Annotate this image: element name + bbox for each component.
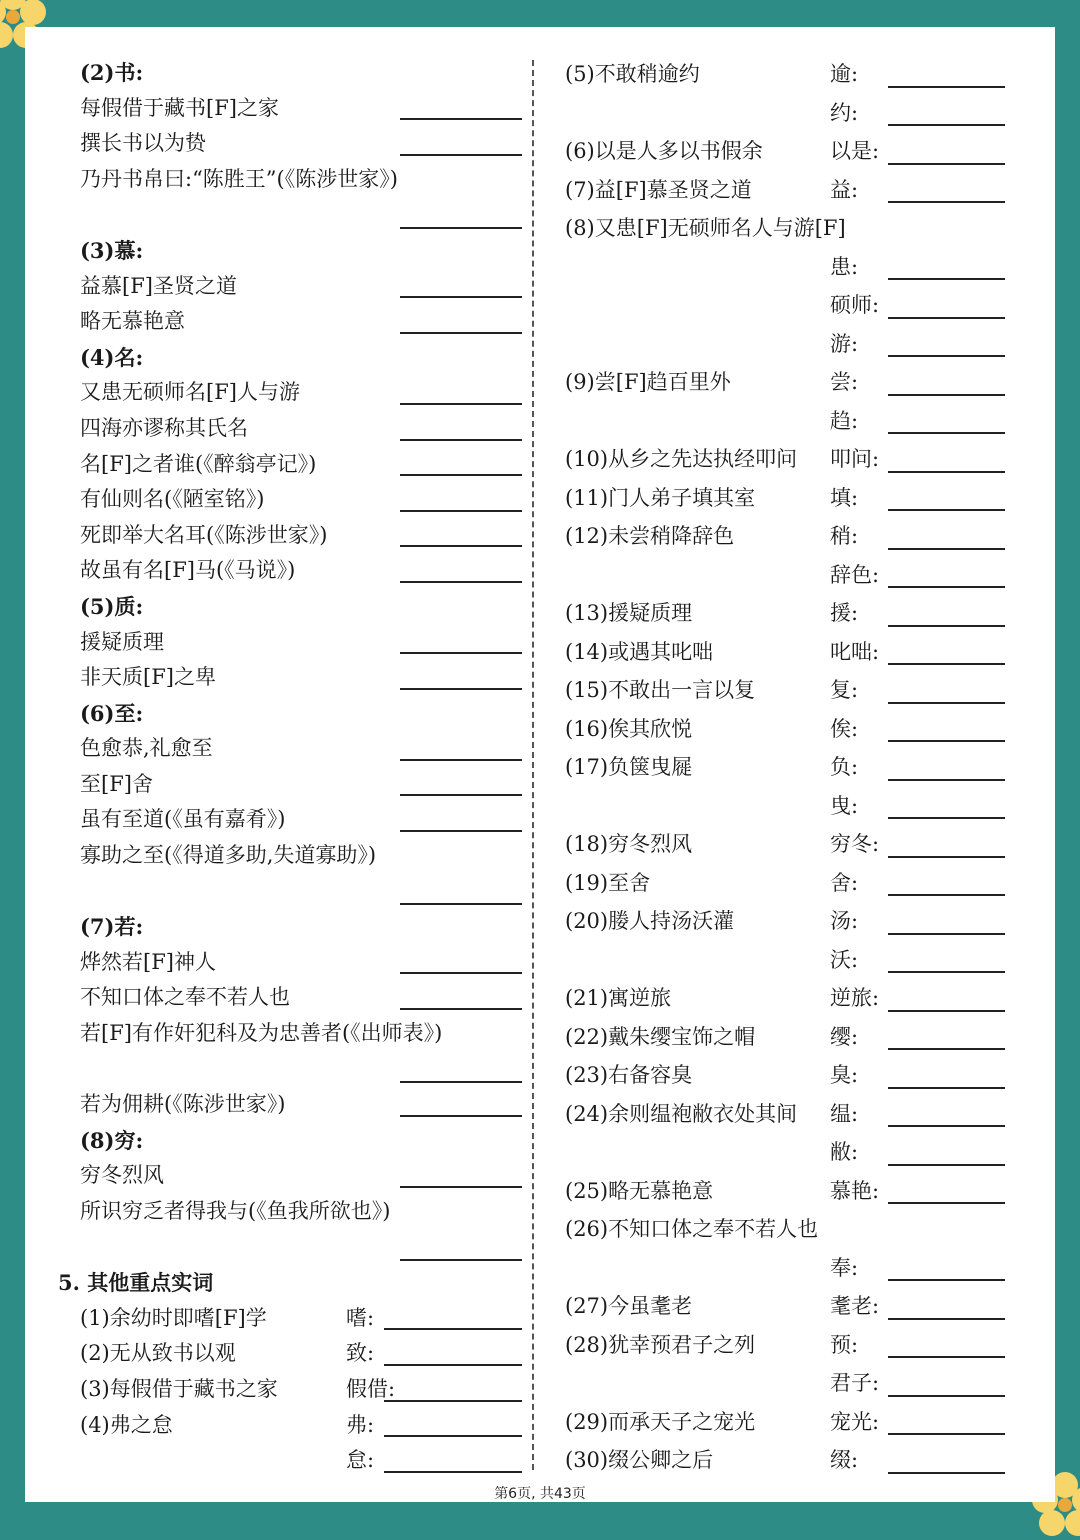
question-text: (23)右备容臭 [565,1063,693,1087]
answer-blank[interactable] [400,474,522,476]
answer-blank[interactable] [888,663,1005,665]
question-text: 不知口体之奉不若人也 [80,985,290,1010]
question-text: 又患无硕师名[F]人与游 [80,380,300,405]
answer-label: 复: [830,678,859,702]
answer-label: 缊: [830,1101,859,1126]
question-row [80,1301,522,1337]
answer-label: 以是: [830,139,880,163]
answer-label: 奉: [830,1255,859,1280]
answer-blank[interactable] [888,432,1005,434]
question-text: 四海亦谬称其氏名 [80,415,248,440]
question-row [565,1172,1005,1211]
question-row [565,864,1005,903]
answer-blank[interactable] [888,933,1005,935]
question-text: (15)不敢出一言以复 [565,678,756,702]
question-text: (2)无从致书以观 [80,1341,236,1366]
question-text: 至[F]舍 [80,771,153,796]
answer-label: 预: [830,1332,859,1357]
question-row [80,1016,522,1087]
left-column [58,55,522,1479]
answer-blank[interactable] [888,702,1005,704]
answer-label: 缀: [830,1448,859,1472]
question-row [80,1087,522,1123]
question-text: (8)又患[F]无硕师名人与游[F] [565,216,846,240]
answer-blank[interactable] [400,1008,522,1010]
answer-label: 尝: [830,370,859,394]
answer-blank[interactable] [888,817,1005,819]
question-text: 略无慕艳意 [80,309,185,334]
answer-blank[interactable] [384,1471,522,1473]
question-row [80,1158,522,1194]
answer-blank[interactable] [400,972,522,974]
answer-blank[interactable] [400,296,522,298]
question-row [80,767,522,803]
question-row [565,825,1005,864]
question-text: 名[F]之者谁(《醉翁亭记》) [80,451,317,476]
answer-blank[interactable] [888,856,1005,858]
question-row [80,1336,522,1372]
question-text: (21)寓逆旅 [565,986,672,1010]
question-text: 乃丹书帛曰:“陈胜王”(《陈涉世家》) [80,166,398,191]
answer-blank[interactable] [888,625,1005,627]
question-row [80,482,522,518]
question-row [565,748,1005,787]
answer-blank[interactable] [888,124,1005,126]
answer-label: 假借: [346,1376,396,1401]
answer-blank[interactable] [400,1081,522,1083]
question-row [565,671,1005,710]
question-row [565,325,1005,364]
answer-blank[interactable] [888,1395,1005,1397]
question-text: (2)书: [80,60,144,85]
question-text: 撰长书以为贽 [80,131,206,156]
question-row [80,945,522,981]
answer-blank[interactable] [888,1472,1005,1474]
answer-label: 负: [830,755,859,779]
answer-blank[interactable] [400,830,522,832]
question-text: (8)穷: [80,1127,144,1153]
question-row [565,402,1005,441]
answer-label: 约: [830,100,859,125]
answer-blank[interactable] [400,332,522,334]
question-row [565,55,1005,94]
question-text: (6)至: [80,700,144,726]
question-row [565,1403,1005,1442]
question-row [80,802,522,838]
question-text: (11)门人弟子填其室 [565,485,756,510]
answer-label: 辞色: [830,562,880,587]
question-row [565,1095,1005,1134]
answer-blank[interactable] [888,894,1005,896]
question-text: 烨然若[F]神人 [80,949,216,974]
answer-label: 叱咄: [830,639,880,664]
answer-blank[interactable] [400,688,522,690]
question-row [80,838,522,909]
question-row [565,979,1005,1018]
question-row [565,171,1005,210]
answer-label: 逾: [830,62,859,86]
answer-blank[interactable] [888,1433,1005,1435]
answer-blank[interactable] [888,509,1005,511]
answer-blank[interactable] [888,1164,1005,1166]
question-text: (12)未尝稍降辞色 [565,524,735,548]
answer-label: 宠光: [830,1409,880,1434]
question-text: (5)不敢稍逾约 [565,62,700,86]
answer-blank[interactable] [400,439,522,441]
question-row [565,517,1005,556]
answer-blank[interactable] [888,1125,1005,1127]
section-heading [58,1265,522,1301]
answer-blank[interactable] [400,154,522,156]
question-text: 若[F]有作奸犯科及为忠善者(《出师表》) [80,1021,443,1046]
answer-blank[interactable] [888,163,1005,165]
question-text: 穷冬烈风 [80,1163,164,1188]
question-text: 色愈恭,礼愈至 [80,736,213,761]
answer-blank[interactable] [400,652,522,654]
question-row [565,787,1005,826]
answer-blank[interactable] [888,317,1005,319]
question-text: (7)若: [80,914,144,940]
question-text: (4)名: [80,344,144,370]
answer-blank[interactable] [888,586,1005,588]
page-footer: 第6页, 共43页 [494,1486,586,1502]
answer-blank[interactable] [400,118,522,120]
question-row [565,1326,1005,1365]
question-row [565,594,1005,633]
answer-blank[interactable] [888,278,1005,280]
section-heading [80,589,522,625]
answer-blank[interactable] [888,1279,1005,1281]
question-text: 虽有至道(《虽有嘉肴》) [80,807,286,832]
section-heading [80,696,522,732]
answer-label: 耄老: [830,1294,880,1318]
question-text: (13)援疑质理 [565,601,693,625]
question-row [565,1056,1005,1095]
question-row [565,710,1005,749]
answer-label: 舍: [830,870,859,895]
question-text: (24)余则缊袍敝衣处其间 [565,1101,798,1126]
question-row [565,248,1005,287]
question-row [80,660,522,696]
question-row [80,1408,522,1444]
question-text: (5)质: [80,593,144,619]
answer-label: 援: [830,601,859,625]
answer-label: 趋: [830,408,859,433]
question-row [80,126,522,162]
question-row [80,269,522,305]
question-row [565,479,1005,518]
answer-label: 弗: [346,1412,375,1437]
answer-blank[interactable] [400,227,522,229]
question-text: (3)每假借于藏书之家 [80,1376,278,1401]
answer-blank[interactable] [400,510,522,512]
answer-blank[interactable] [888,740,1005,742]
question-text: (10)从乡之先达执经叩问 [565,447,798,471]
question-row [565,1249,1005,1288]
answer-label: 臭: [830,1063,859,1087]
answer-blank[interactable] [888,394,1005,396]
answer-label: 穷冬: [830,832,880,856]
answer-blank[interactable] [888,471,1005,473]
answer-label: 硕师: [830,293,880,317]
answer-label: 游: [830,331,859,356]
answer-blank[interactable] [888,86,1005,88]
answer-label: 汤: [830,909,859,933]
question-text: 寡助之至(《得道多助,失道寡助》) [80,843,377,868]
answer-blank[interactable] [888,1010,1005,1012]
question-text: 有仙则名(《陋室铭》) [80,487,265,512]
answer-label: 致: [346,1341,375,1366]
answer-blank[interactable] [400,545,522,547]
right-column [565,55,1005,1480]
question-text: (3)慕: [80,237,144,263]
question-row [80,1372,522,1408]
answer-label: 稍: [830,524,859,548]
question-row [80,1194,522,1265]
answer-label: 患: [830,254,859,279]
answer-label: 敝: [830,1140,859,1164]
answer-blank[interactable] [400,403,522,405]
question-row [80,518,522,554]
question-row [565,1210,1005,1249]
answer-label: 缨: [830,1024,859,1049]
question-text: (4)弗之怠 [80,1412,173,1437]
question-row [80,980,522,1016]
answer-blank[interactable] [888,201,1005,203]
question-row [80,304,522,340]
question-text: (7)益[F]慕圣贤之道 [565,177,752,202]
question-row [565,1287,1005,1326]
question-row [565,633,1005,672]
question-row [565,209,1005,248]
answer-label: 沃: [830,947,859,972]
answer-label: 曳: [830,793,859,818]
answer-blank[interactable] [888,1356,1005,1358]
question-text: (18)穷冬烈风 [565,832,693,856]
question-text: (6)以是人多以书假余 [565,139,763,163]
answer-blank[interactable] [888,1318,1005,1320]
question-text: 若为佣耕(《陈涉世家》) [80,1092,286,1117]
question-text: (30)缀公卿之后 [565,1448,714,1472]
question-text: (19)至舍 [565,870,651,895]
question-row [565,363,1005,402]
question-row [565,902,1005,941]
column-divider [532,60,534,1470]
section-heading [80,233,522,269]
question-row [80,447,522,483]
answer-blank[interactable] [888,548,1005,550]
question-row [565,132,1005,171]
section-heading [80,1123,522,1159]
question-row [565,1364,1005,1403]
answer-label: 益: [830,177,859,202]
question-text: (14)或遇其叱咄 [565,639,714,664]
question-row [565,94,1005,133]
section-heading [80,55,522,91]
question-text: 援疑质理 [80,629,164,654]
section-heading [80,909,522,945]
answer-blank[interactable] [400,1115,522,1117]
question-text: 5. 其他重点实词 [58,1270,214,1296]
question-text: (22)戴朱缨宝饰之帽 [565,1024,756,1049]
answer-blank[interactable] [400,903,522,905]
question-text: (29)而承天子之宠光 [565,1409,756,1434]
answer-blank[interactable] [384,1328,522,1330]
answer-blank[interactable] [384,1364,522,1366]
question-text: (20)媵人持汤沃灌 [565,909,735,933]
answer-blank[interactable] [384,1435,522,1437]
answer-label: 逆旅: [830,986,880,1010]
answer-blank[interactable] [400,794,522,796]
question-row [565,286,1005,325]
answer-label: 填: [830,485,859,510]
question-text: 死即举大名耳(《陈涉世家》) [80,522,328,547]
question-text: (26)不知口体之奉不若人也 [565,1217,819,1241]
answer-label: 慕艳: [830,1178,880,1203]
question-text: 每假借于藏书[F]之家 [80,95,279,120]
answer-blank[interactable] [400,1186,522,1188]
question-text: (9)尝[F]趋百里外 [565,370,731,394]
answer-blank[interactable] [888,1087,1005,1089]
question-row [80,625,522,661]
question-row [80,162,522,233]
question-row [80,731,522,767]
answer-blank[interactable] [400,581,522,583]
answer-label: 怠: [346,1448,375,1473]
question-row [80,553,522,589]
question-row [565,556,1005,595]
question-text: 非天质[F]之卑 [80,665,216,690]
answer-blank[interactable] [888,355,1005,357]
question-text: (16)俟其欣悦 [565,716,693,741]
answer-blank[interactable] [888,779,1005,781]
question-text: 益慕[F]圣贤之道 [80,273,237,298]
section-heading [80,340,522,376]
answer-blank[interactable] [888,1048,1005,1050]
answer-label: 叩问: [830,447,880,471]
question-row [80,91,522,127]
question-text: (17)负箧曳屣 [565,755,693,779]
question-row [565,1018,1005,1057]
answer-blank[interactable] [888,971,1005,973]
question-row [80,375,522,411]
answer-blank[interactable] [400,1259,522,1261]
answer-blank[interactable] [888,1202,1005,1204]
question-row [565,1441,1005,1480]
answer-label: 俟: [830,716,859,741]
question-row [565,941,1005,980]
question-text: (27)今虽耄老 [565,1294,693,1318]
question-row [80,411,522,447]
question-row [565,440,1005,479]
question-text: 所识穷乏者得我与(《鱼我所欲也》) [80,1199,391,1223]
answer-blank[interactable] [400,759,522,761]
question-text: (28)犹幸预君子之列 [565,1332,756,1357]
question-row [565,1133,1005,1172]
question-row [80,1443,522,1479]
answer-blank[interactable] [384,1400,522,1402]
question-text: (1)余幼时即嗜[F]学 [80,1305,267,1330]
question-text: (25)略无慕艳意 [565,1178,714,1203]
answer-label: 嗜: [346,1305,375,1330]
question-text: 故虽有名[F]马(《马说》) [80,558,296,583]
answer-label: 君子: [830,1371,880,1395]
